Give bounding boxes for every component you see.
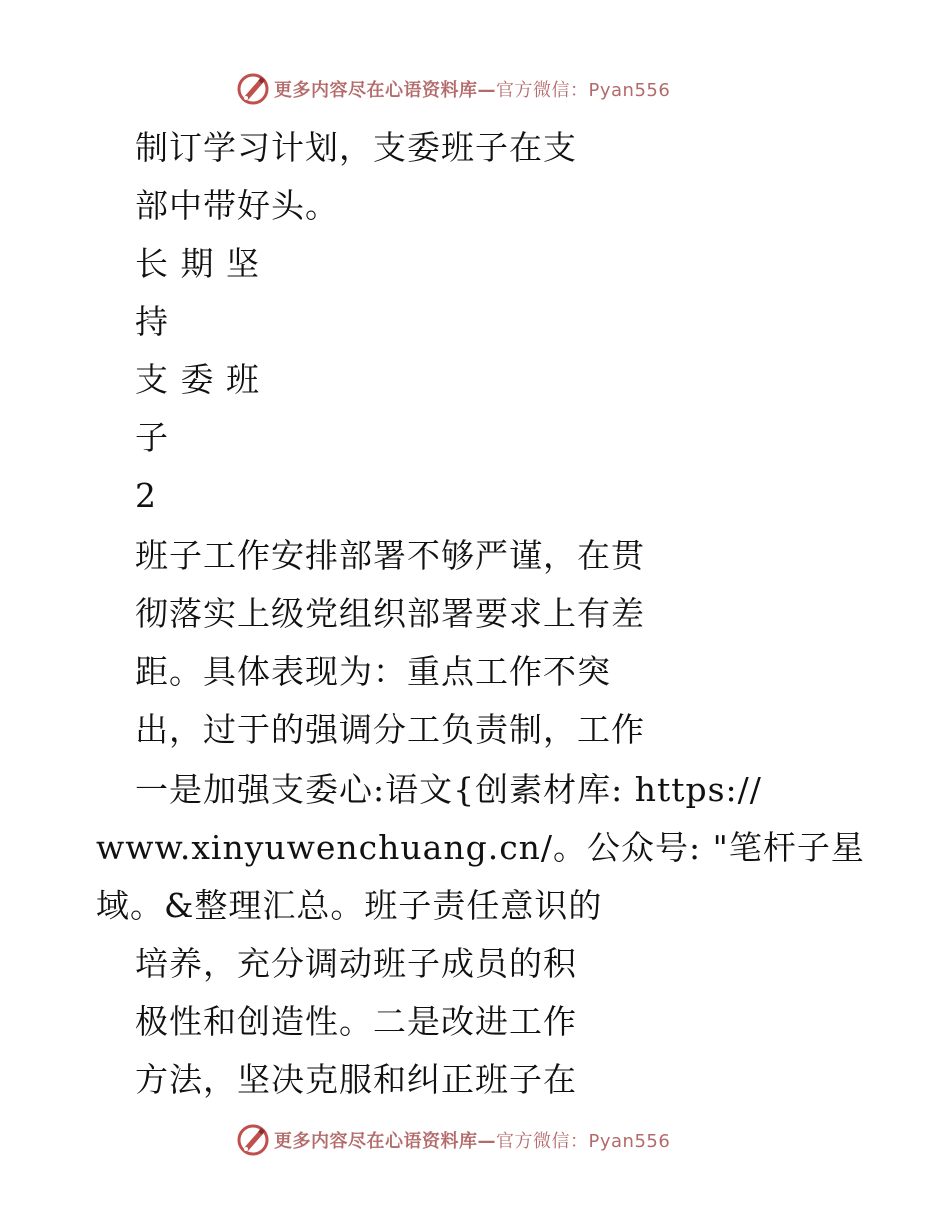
banner-wechat: 官方微信：Pyan556: [496, 1131, 671, 1152]
text-line: 部中带好头。: [135, 186, 339, 225]
text-line: 制订学习计划，支委班子在支: [135, 128, 577, 167]
text-line: 一是加强支委心:语文{创素材库: https://: [135, 770, 762, 809]
text-line: 出，过于的强调分工负责制，工作: [135, 710, 645, 749]
text-line: 距。具体表现为：重点工作不突: [135, 652, 611, 691]
text-line: 支 委 班: [135, 360, 260, 399]
header-banner: [236, 72, 670, 106]
banner-text: 更多内容尽在心语资料库—: [274, 1131, 496, 1152]
text-line: 极性和创造性。二是改进工作: [135, 1002, 577, 1041]
text-line: 2: [135, 476, 157, 515]
text-line: 彻落实上级党组织部署要求上有差: [135, 594, 645, 633]
text-line: 方法，坚决克服和纠正班子在: [135, 1060, 577, 1099]
pen-logo-icon: [236, 1123, 270, 1157]
pen-logo-icon: [236, 72, 270, 106]
text-line: 班子工作安排部署不够严谨，在贯: [135, 536, 645, 575]
text-line: www.xinyuwenchuang.cn/。公众号: "笔杆子星: [96, 828, 865, 867]
text-line: 子: [135, 418, 169, 457]
text-line: 域。&整理汇总。班子责任意识的: [96, 886, 603, 925]
footer-banner: [236, 1123, 670, 1157]
text-line: 长 期 坚: [135, 244, 260, 283]
banner-text: 更多内容尽在心语资料库—: [274, 80, 496, 101]
text-line: 持: [135, 302, 169, 341]
banner-wechat: 官方微信：Pyan556: [496, 80, 671, 101]
text-line: 培养，充分调动班子成员的积: [135, 944, 577, 983]
